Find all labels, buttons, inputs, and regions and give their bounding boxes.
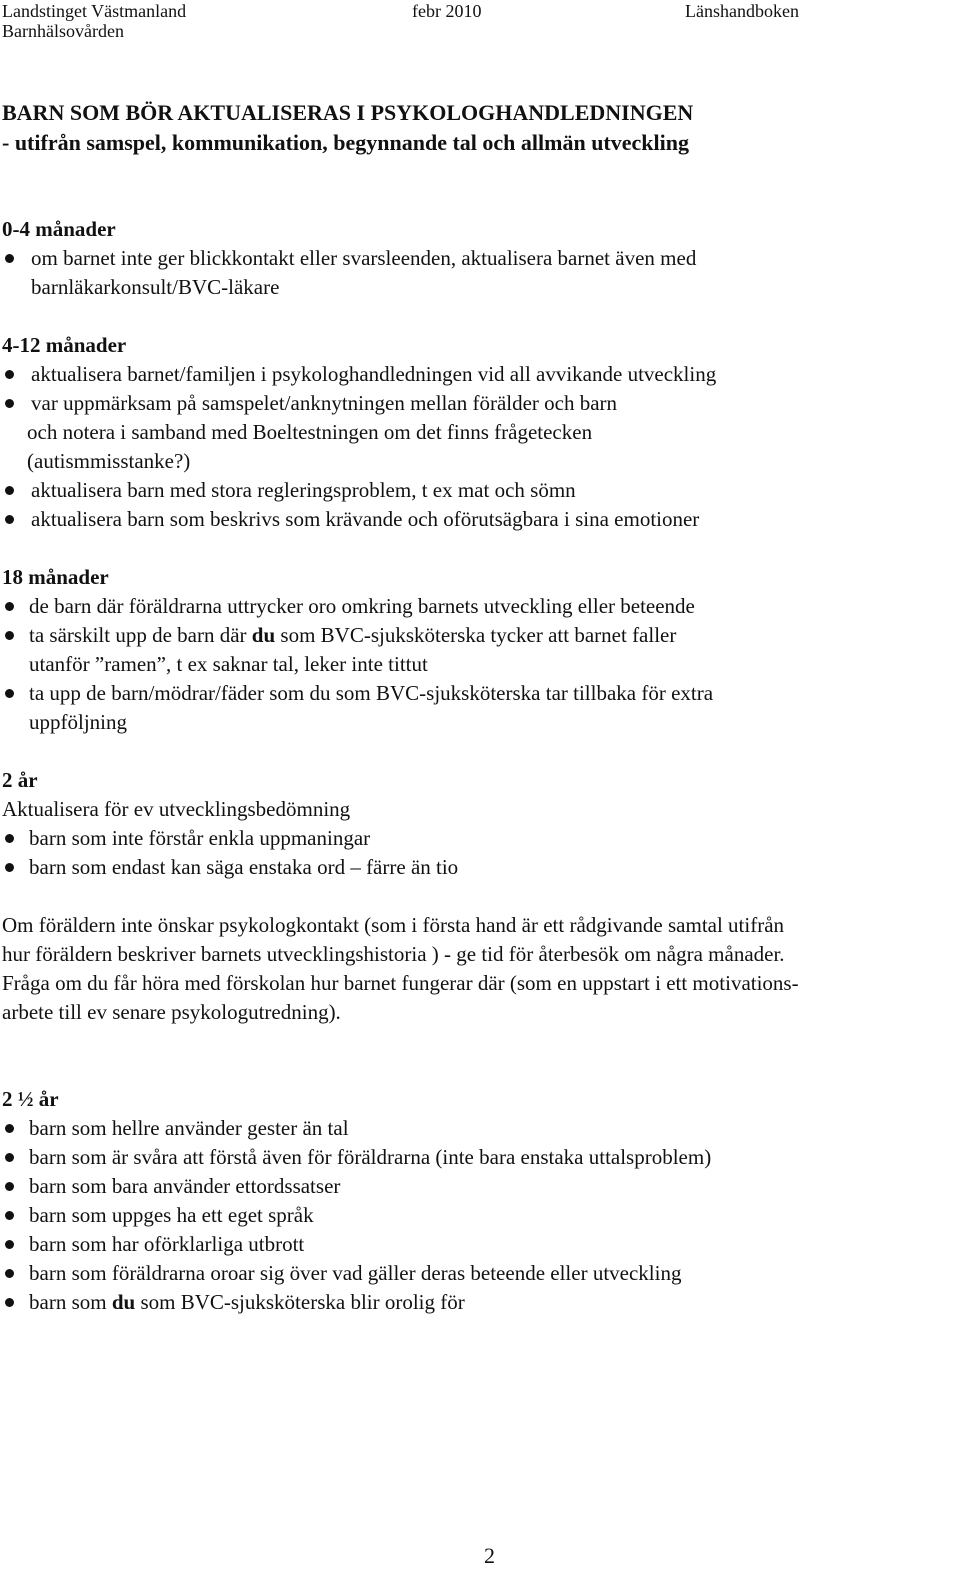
section-intro: Aktualisera för ev utvecklingsbedömning	[2, 797, 351, 821]
list-item: var uppmärksam på samspelet/anknytningen mellan förälder och barn	[31, 391, 618, 415]
list-item: barn som endast kan säga enstaka ord – färre än tio	[29, 855, 459, 879]
list-item-continuation: och notera i samband med Boeltestningen om det finns frågetecken	[27, 420, 593, 444]
paragraph-line: arbete till ev senare psykologutredning).	[2, 1000, 341, 1024]
bullet-icon	[5, 1211, 14, 1220]
bullet-icon	[5, 1240, 14, 1249]
paragraph-line: hur föräldern beskriver barnets utvecklingshistoria ) - ge tid för återbesök om några månader.	[2, 942, 785, 966]
list-item-continuation: barnläkarkonsult/BVC-läkare	[31, 275, 280, 299]
bullet-icon	[5, 254, 14, 263]
bullet-icon	[5, 689, 14, 698]
list-item: barn som är svåra att förstå även för föräldrarna (inte bara enstaka uttalsproblem)	[29, 1145, 712, 1169]
list-item-text: som BVC-sjuksköterska tycker att barnet faller	[275, 623, 677, 647]
header-date: febr 2010	[412, 1, 482, 21]
list-item-text: barn som	[29, 1290, 112, 1314]
list-item: barn som bara använder ettordssatser	[29, 1174, 341, 1198]
list-item: aktualisera barn med stora regleringsproblem, t ex mat och sömn	[31, 478, 576, 502]
list-item: aktualisera barnet/familjen i psykologhandledningen vid all avvikande utveckling	[31, 362, 717, 386]
section-heading-4-12: 4-12 månader	[2, 333, 127, 357]
bullet-icon	[5, 486, 14, 495]
page-title: BARN SOM BÖR AKTUALISERAS I PSYKOLOGHANDLEDNINGEN	[2, 100, 694, 125]
header-organization: Landstinget Västmanland	[2, 1, 187, 21]
header-department: Barnhälsovården	[2, 21, 124, 41]
list-item-continuation: utanför ”ramen”, t ex saknar tal, leker inte tittut	[29, 652, 428, 676]
section-heading-2: 2 år	[2, 768, 38, 792]
section-heading-18: 18 månader	[2, 565, 109, 589]
bullet-icon	[5, 1182, 14, 1191]
section-heading-0-4: 0-4 månader	[2, 217, 116, 241]
paragraph-line: Fråga om du får höra med förskolan hur barnet fungerar där (som en uppstart i ett motivations-	[2, 971, 799, 995]
bullet-icon	[5, 1153, 14, 1162]
list-item: aktualisera barn som beskrivs som krävande och oförutsägbara i sina emotioner	[31, 507, 700, 531]
list-item: de barn där föräldrarna uttrycker oro omkring barnets utveckling eller beteende	[29, 594, 695, 618]
list-item: barn som inte förstår enkla uppmaningar	[29, 826, 371, 850]
header-handbook: Länshandboken	[685, 1, 799, 21]
emphasis-text: du	[251, 623, 276, 647]
list-item: barn som hellre använder gester än tal	[29, 1116, 349, 1140]
list-item: ta upp de barn/mödrar/fäder som du som BVC-sjuksköterska tar tillbaka för extra	[29, 681, 714, 705]
page-number: 2	[484, 1543, 495, 1568]
bullet-icon	[5, 631, 14, 640]
list-item-continuation: uppföljning	[29, 710, 127, 734]
bullet-icon	[5, 1124, 14, 1133]
bullet-icon	[5, 370, 14, 379]
list-item	[29, 621, 676, 650]
page-subtitle: - utifrån samspel, kommunikation, begynnande tal och allmän utveckling	[2, 130, 689, 155]
list-item: barn som uppges ha ett eget språk	[29, 1203, 314, 1227]
list-item: barn som föräldrarna oroar sig över vad gäller deras beteende eller utveckling	[29, 1261, 682, 1285]
bullet-icon	[5, 1269, 14, 1278]
emphasis-text: du	[111, 1290, 136, 1314]
paragraph-line: Om föräldern inte önskar psykologkontakt (som i första hand är ett rådgivande samtal utifrån	[2, 913, 785, 937]
bullet-icon	[5, 399, 14, 408]
bullet-icon	[5, 602, 14, 611]
list-item-continuation: (autismmisstanke?)	[27, 449, 191, 473]
bullet-icon	[5, 834, 14, 843]
list-item-text: ta särskilt upp de barn där	[29, 623, 252, 647]
list-item: om barnet inte ger blickkontakt eller svarsleenden, aktualisera barnet även med	[31, 246, 697, 270]
list-item-text: som BVC-sjuksköterska blir orolig för	[135, 1290, 465, 1314]
list-item	[29, 1288, 465, 1317]
bullet-icon	[5, 515, 14, 524]
bullet-icon	[5, 1298, 14, 1307]
section-heading-2-5: 2 ½ år	[2, 1087, 59, 1111]
bullet-icon	[5, 863, 14, 872]
list-item: barn som har oförklarliga utbrott	[29, 1232, 305, 1256]
